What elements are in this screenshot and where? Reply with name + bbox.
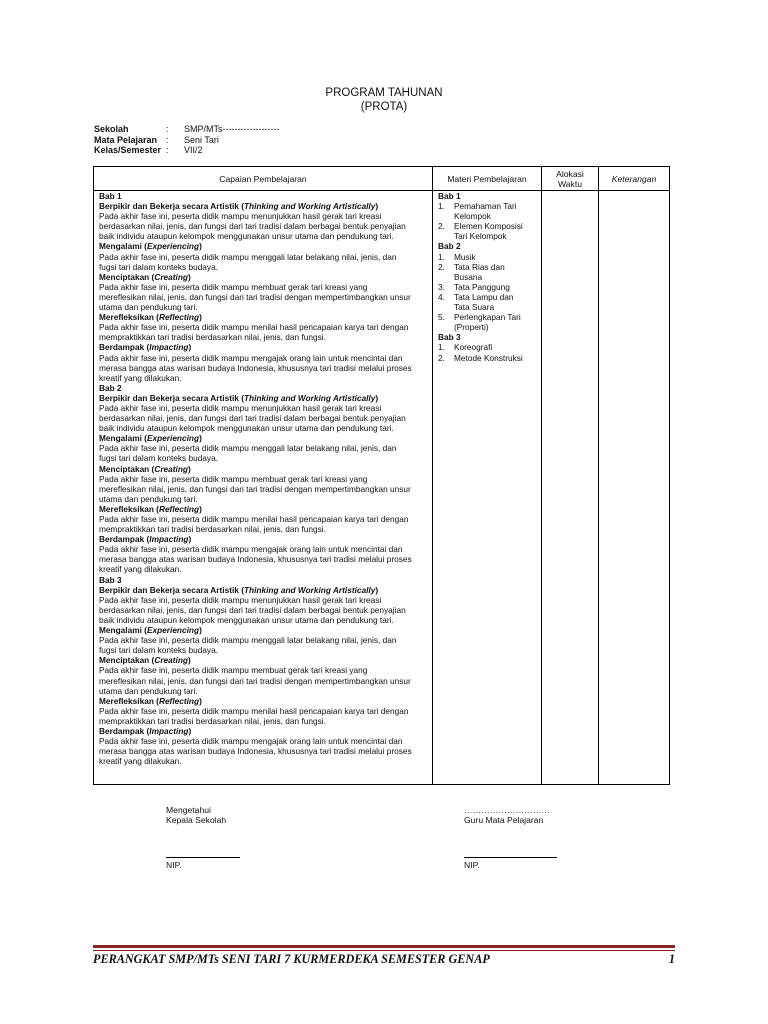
capaian-line	[99, 544, 428, 554]
list-text-line: Musik	[454, 251, 476, 262]
capaian-line	[99, 746, 428, 756]
sign-left-nip: NIP.	[166, 859, 182, 870]
capaian-text: )	[199, 312, 202, 323]
capaian-text: kreatif yang dilakukan.	[99, 564, 182, 575]
capaian-text: )	[199, 503, 202, 514]
capaian-text: Pada akhir fase ini, peserta didik mampu membuat gerak tari kreasi yang	[99, 281, 368, 292]
capaian-text: mereflesikan nilai, jenis, dan fungsi dari tari tradisi dengan mempertimbangkan unsur	[99, 291, 411, 302]
meta-colon: :	[166, 145, 169, 155]
capaian-line	[99, 756, 428, 766]
capaian-line	[99, 191, 428, 201]
list-item	[438, 201, 537, 221]
capaian-line	[99, 474, 428, 484]
list-item	[438, 282, 537, 292]
identity-block	[94, 124, 344, 156]
materi-bab-heading: Bab 3	[438, 332, 461, 343]
capaian-line	[99, 716, 428, 726]
capaian-line	[99, 625, 428, 635]
capaian-text: Merefleksikan (	[99, 312, 159, 323]
materi-bab-heading: Bab 2	[438, 241, 461, 252]
capaian-text: Bab 1	[99, 191, 122, 201]
capaian-text: )	[375, 584, 379, 595]
capaian-text: Creating	[154, 463, 188, 474]
signature-line-left	[166, 857, 240, 858]
capaian-line	[99, 514, 428, 524]
meta-value: VII/2	[184, 145, 203, 155]
capaian-text: Reflecting	[158, 695, 200, 706]
list-text-line: Koreografi	[454, 342, 493, 353]
capaian-text: Berdampak (	[99, 534, 150, 545]
list-number: 4.	[438, 291, 445, 302]
capaian-text: Merefleksikan (	[99, 695, 159, 706]
capaian-line	[99, 575, 428, 585]
signature-left	[166, 805, 246, 870]
capaian-line	[99, 534, 428, 544]
capaian-text: merasa bangga atas warisan budaya Indonesia, khususnya tari tradisi melalui proses	[99, 746, 412, 757]
capaian-line	[99, 342, 428, 352]
meta-colon: :	[166, 134, 169, 145]
capaian-line	[99, 393, 428, 403]
capaian-text: Pada akhir fase ini, peserta didik mampu menunjukkan hasil gerak tari kreasi	[99, 402, 382, 413]
capaian-text: Pada akhir fase ini, peserta didik mampu mengajak orang lain untuk mencintai dan	[99, 352, 403, 363]
list-number: 2.	[438, 221, 445, 232]
capaian-text: Pada akhir fase ini, peserta didik mampu menilai hasil pencapaian karya tari dengan	[99, 322, 409, 333]
capaian-line	[99, 736, 428, 746]
capaian-line	[99, 423, 428, 433]
capaian-text: Bab 3	[99, 574, 122, 585]
capaian-text: )	[188, 725, 192, 736]
list-text	[454, 353, 537, 363]
list-number: 5.	[438, 312, 445, 323]
capaian-text: )	[188, 342, 192, 353]
capaian-text: merasa bangga atas warisan budaya Indonesia, khususnya tari tradisi melalui proses	[99, 362, 412, 373]
capaian-line	[99, 564, 428, 574]
capaian-text: )	[187, 271, 191, 282]
list-text-line: Tata Suara	[454, 302, 495, 313]
capaian-text: Creating	[154, 271, 188, 282]
list-item	[438, 292, 537, 312]
capaian-line	[99, 363, 428, 373]
capaian-text: Bab 2	[99, 382, 122, 393]
list-text-line: (Properti)	[454, 322, 489, 333]
sign-left-line1: Mengetahui	[166, 805, 211, 815]
footer-title: PERANGKAT SMP/MTs SENI TARI 7 KURMERDEKA SEMESTER GENAP	[93, 952, 490, 966]
capaian-text: Reflecting	[158, 312, 200, 323]
list-text	[454, 342, 537, 352]
capaian-text: Berpikir dan Bekerja secara Artistik (	[99, 201, 244, 212]
alokasi-cell	[542, 191, 599, 785]
document-title-block	[0, 86, 768, 114]
table-row	[94, 191, 670, 785]
capaian-text: )	[199, 241, 202, 252]
capaian-text: Merefleksikan (	[99, 503, 159, 514]
capaian-line	[99, 312, 428, 322]
capaian-text: Experiencing	[146, 433, 200, 444]
capaian-line	[99, 615, 428, 625]
list-text-line: Elemen Komposisi	[454, 221, 523, 232]
footer-rule-thin	[93, 950, 675, 951]
capaian-text: utama dan pendukung tari.	[99, 302, 198, 313]
list-text	[454, 252, 537, 262]
capaian-text: merasa bangga atas warisan budaya Indonesia, khususnya tari tradisi melalui proses	[99, 554, 412, 565]
capaian-line	[99, 353, 428, 363]
capaian-text: mereflesikan nilai, jenis, dan fungsi dari tari tradisi dengan mempertimbangkan unsur	[99, 675, 411, 686]
capaian-line	[99, 635, 428, 645]
capaian-line	[99, 221, 428, 231]
capaian-text: )	[187, 463, 191, 474]
capaian-text: Berpikir dan Bekerja secara Artistik (	[99, 392, 244, 403]
capaian-text: Mengalami (	[99, 625, 147, 636]
capaian-text: kreatif yang dilakukan.	[99, 372, 182, 383]
header-materi: Materi Pembelajaran	[433, 167, 542, 191]
meta-row-kelas-semester	[94, 145, 344, 156]
list-text-line: Kelompok	[454, 211, 491, 222]
header-alokasi: Alokasi Waktu	[542, 167, 599, 191]
list-item	[438, 342, 537, 352]
list-text-line: Pemahaman Tari	[454, 201, 517, 212]
capaian-line	[99, 322, 428, 332]
list-text-line: Tata Rias dan	[454, 261, 505, 272]
footer	[93, 952, 675, 967]
capaian-line	[99, 373, 428, 383]
meta-label: Mata Pelajaran	[94, 134, 158, 145]
list-text	[454, 282, 537, 292]
capaian-text: Impacting	[149, 534, 189, 545]
capaian-text: Menciptakan (	[99, 271, 155, 282]
header-keterangan	[599, 167, 670, 191]
capaian-text: Pada akhir fase ini, peserta didik mampu menilai hasil pencapaian karya tari dengan	[99, 514, 409, 524]
page-number: 1	[668, 952, 675, 966]
list-number: 2.	[438, 261, 445, 272]
capaian-line	[99, 201, 428, 211]
capaian-line	[99, 585, 428, 595]
capaian-line	[99, 282, 428, 292]
capaian-line	[99, 383, 428, 393]
list-number: 1.	[438, 342, 445, 353]
capaian-line	[99, 706, 428, 716]
header-capaian: Capaian Pembelajaran	[94, 167, 433, 191]
list-text	[454, 201, 537, 221]
keterangan-cell	[599, 191, 670, 785]
capaian-line	[99, 332, 428, 342]
capaian-text: utama dan pendukung tari.	[99, 685, 198, 696]
capaian-line	[99, 655, 428, 665]
capaian-line	[99, 665, 428, 675]
meta-value: Seni Tari	[184, 134, 219, 145]
capaian-line	[99, 726, 428, 736]
capaian-text: Thinking and Working Artistically	[243, 584, 376, 595]
meta-row-mata-pelajaran	[94, 135, 344, 146]
list-text	[454, 221, 537, 241]
capaian-text: berdasarkan nilai, jenis, dan fungsi dari tari tradisi dalam berbagai bentuk penyajian	[99, 413, 406, 424]
list-item	[438, 252, 537, 262]
meta-colon: :	[166, 124, 169, 134]
capaian-text: Pada akhir fase ini, peserta didik mampu menilai hasil pencapaian karya tari dengan	[99, 705, 409, 716]
capaian-line	[99, 292, 428, 302]
sign-right-line1: …………………………	[464, 805, 550, 815]
capaian-text: Reflecting	[158, 503, 200, 514]
capaian-text: Pada akhir fase ini, peserta didik mampu mengajak orang lain untuk mencintai dan	[99, 544, 403, 555]
meta-label: Sekolah	[94, 124, 129, 134]
capaian-text: Thinking and Working Artistically	[243, 201, 376, 212]
capaian-line	[99, 696, 428, 706]
capaian-line	[99, 302, 428, 312]
capaian-text: )	[188, 534, 192, 545]
sign-right-nip: NIP.	[464, 859, 480, 870]
capaian-text: Berdampak (	[99, 725, 150, 736]
capaian-text: )	[199, 625, 202, 636]
list-text-line: Tata Panggung	[454, 281, 510, 292]
materi-cell	[433, 191, 542, 785]
capaian-line	[99, 211, 428, 221]
capaian-text: )	[375, 392, 379, 403]
capaian-text: baik individu ataupun kelompok menggunakan unsur utama dan pendukung tari.	[99, 231, 394, 242]
list-text-line: Tari Kelompok	[454, 231, 507, 242]
capaian-text: baik individu ataupun kelompok menggunakan unsur utama dan pendukung tari.	[99, 423, 394, 434]
capaian-line	[99, 433, 428, 443]
capaian-line	[99, 686, 428, 696]
table-header-row	[94, 167, 670, 191]
capaian-text: Menciptakan (	[99, 463, 155, 474]
capaian-text: Menciptakan (	[99, 655, 155, 666]
capaian-text: Mengalami (	[99, 241, 147, 252]
capaian-line	[99, 676, 428, 686]
list-text	[454, 312, 537, 332]
list-text-line: Tata Lampu dan	[454, 291, 514, 302]
capaian-text: mempraktikkan tari tradisi berdasarkan nilai, jenis, dan fungsi.	[99, 524, 326, 535]
capaian-text: Pada akhir fase ini, peserta didik mampu mengajak orang lain untuk mencintai dan	[99, 736, 403, 747]
list-text	[454, 292, 537, 312]
capaian-text: Experiencing	[146, 241, 200, 252]
capaian-text: Mengalami (	[99, 433, 147, 444]
header-keterangan-label: Keterangan	[611, 173, 657, 184]
list-number: 2.	[438, 352, 445, 363]
capaian-text: )	[199, 433, 202, 444]
capaian-text: Berdampak (	[99, 342, 150, 353]
materi-list	[438, 252, 537, 333]
capaian-text: Thinking and Working Artistically	[243, 392, 376, 403]
list-item	[438, 221, 537, 241]
list-item	[438, 312, 537, 332]
capaian-text: )	[199, 695, 202, 706]
list-item	[438, 353, 537, 363]
capaian-line	[99, 484, 428, 494]
capaian-line	[99, 241, 428, 251]
capaian-line	[99, 403, 428, 413]
capaian-line	[99, 252, 428, 262]
signature-right	[464, 805, 564, 870]
capaian-text: Pada akhir fase ini, peserta didik mampu menggali latar belakang nilai, jenis, dan	[99, 251, 397, 262]
capaian-text: fugsi tari dalam konteks budaya.	[99, 453, 218, 464]
sign-right-line2: Guru Mata Pelajaran	[464, 815, 544, 826]
list-text-line: Metode Konstruksi	[454, 352, 523, 363]
capaian-text: utama dan pendukung tari.	[99, 493, 198, 504]
capaian-line	[99, 524, 428, 534]
footer-rule-thick	[93, 945, 675, 948]
list-number: 1.	[438, 201, 445, 212]
capaian-text: Berpikir dan Bekerja secara Artistik (	[99, 584, 244, 595]
capaian-text: Pada akhir fase ini, peserta didik mampu membuat gerak tari kreasi yang	[99, 665, 368, 676]
capaian-text: Pada akhir fase ini, peserta didik mampu membuat gerak tari kreasi yang	[99, 473, 368, 484]
capaian-text: Pada akhir fase ini, peserta didik mampu menggali latar belakang nilai, jenis, dan	[99, 443, 397, 454]
document-title: PROGRAM TAHUNAN	[325, 87, 443, 99]
capaian-line	[99, 262, 428, 272]
capaian-text: mempraktikkan tari tradisi berdasarkan nilai, jenis, dan fungsi.	[99, 332, 326, 343]
capaian-line	[99, 504, 428, 514]
capaian-text: Pada akhir fase ini, peserta didik mampu menggali latar belakang nilai, jenis, dan	[99, 635, 397, 646]
capaian-line	[99, 645, 428, 655]
capaian-line	[99, 595, 428, 605]
capaian-text: fugsi tari dalam konteks budaya.	[99, 261, 218, 272]
list-number: 3.	[438, 281, 445, 292]
materi-list	[438, 342, 537, 362]
capaian-text: )	[375, 201, 379, 212]
document-subtitle: (PROTA)	[360, 101, 408, 113]
meta-label: Kelas/Semester	[94, 145, 162, 155]
capaian-text: berdasarkan nilai, jenis, dan fungsi dari tari tradisi dalam berbagai bentuk penyajian	[99, 221, 406, 232]
list-text-line: Busana	[454, 271, 483, 282]
capaian-line	[99, 605, 428, 615]
capaian-text: fugsi tari dalam konteks budaya.	[99, 645, 218, 656]
capaian-cell	[94, 191, 433, 785]
capaian-line	[99, 413, 428, 423]
list-number: 1.	[438, 251, 445, 262]
signature-line-right	[464, 857, 557, 858]
prota-table	[93, 166, 670, 785]
capaian-line	[99, 443, 428, 453]
materi-bab-heading: Bab 1	[438, 191, 461, 201]
materi-list	[438, 201, 537, 241]
meta-value: SMP/MTs-------------------	[184, 124, 280, 134]
capaian-text: kreatif yang dilakukan.	[99, 756, 182, 767]
capaian-text: Impacting	[149, 725, 189, 736]
meta-row-sekolah	[94, 124, 344, 135]
list-item	[438, 262, 537, 282]
capaian-text: berdasarkan nilai, jenis, dan fungsi dari tari tradisi dalam berbagai bentuk penyajian	[99, 604, 406, 615]
capaian-text: Creating	[154, 655, 188, 666]
capaian-text: Experiencing	[146, 625, 200, 636]
capaian-line	[99, 453, 428, 463]
sign-left-line2: Kepala Sekolah	[166, 815, 227, 826]
capaian-text: Impacting	[149, 342, 189, 353]
capaian-text: mereflesikan nilai, jenis, dan fungsi dari tari tradisi dengan mempertimbangkan unsur	[99, 483, 411, 494]
list-text-line: Perlengkapan Tari	[454, 312, 521, 323]
list-text	[454, 262, 537, 282]
capaian-text: Pada akhir fase ini, peserta didik mampu menunjukkan hasil gerak tari kreasi	[99, 211, 382, 222]
capaian-text: mempraktikkan tari tradisi berdasarkan nilai, jenis, dan fungsi.	[99, 715, 326, 726]
capaian-text: baik individu ataupun kelompok menggunakan unsur utama dan pendukung tari.	[99, 614, 394, 625]
capaian-line	[99, 231, 428, 241]
capaian-text: )	[187, 655, 191, 666]
capaian-line	[99, 554, 428, 564]
capaian-line	[99, 494, 428, 504]
capaian-line	[99, 464, 428, 474]
capaian-text: Pada akhir fase ini, peserta didik mampu menunjukkan hasil gerak tari kreasi	[99, 594, 382, 605]
capaian-line	[99, 272, 428, 282]
